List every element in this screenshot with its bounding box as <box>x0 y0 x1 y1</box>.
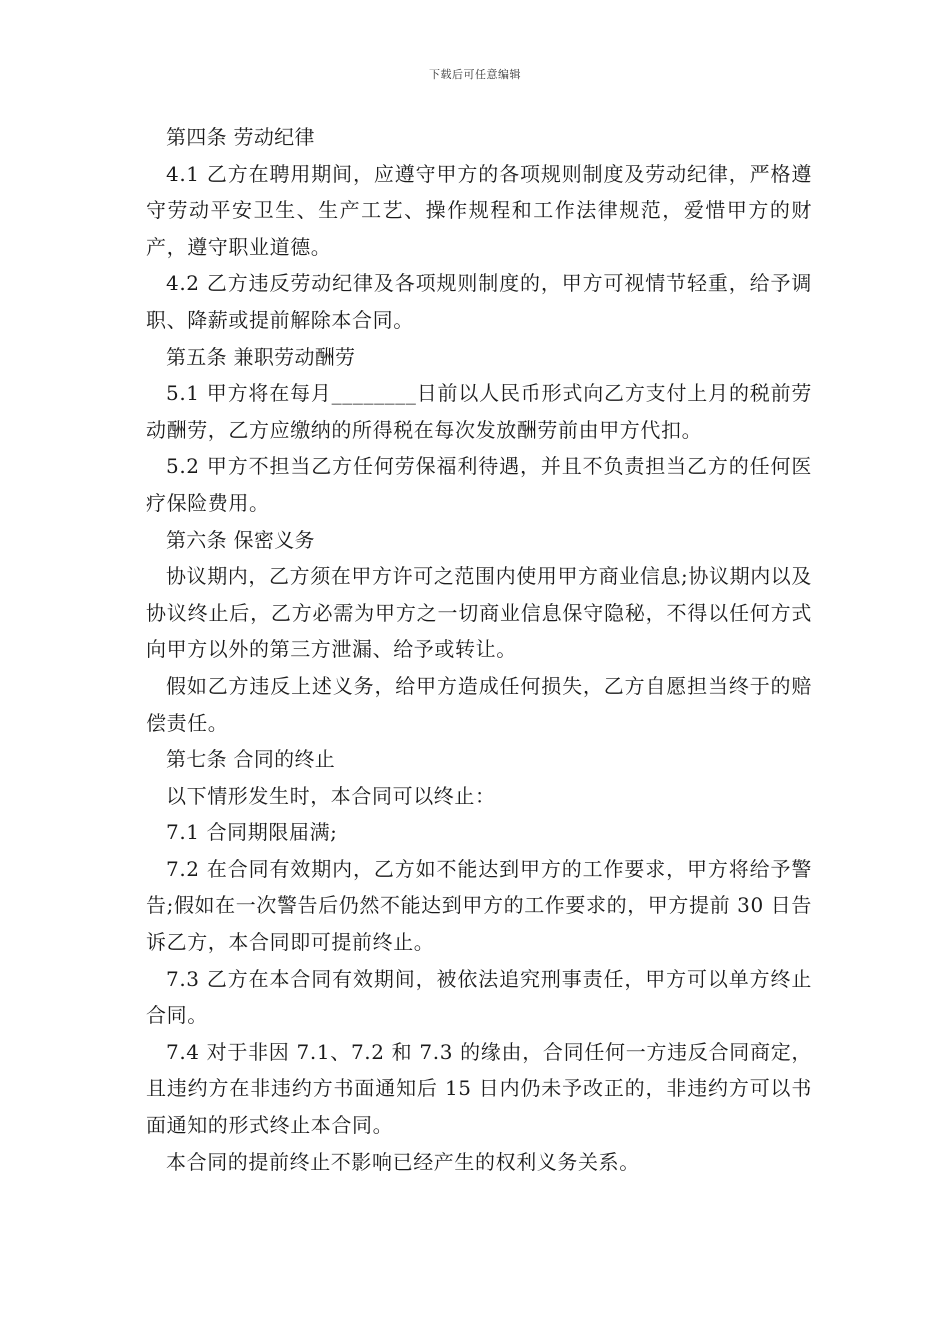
clause-7-4: 7.4 对于非因 7.1、7.2 和 7.3 的缘由，合同任何一方违反合同商定，且违约方在非违约方书面通知后 15 日内仍未予改正的，非违约方可以书面通知的形式终止本合同。 <box>146 1039 812 1138</box>
clause-6-liability: 假如乙方违反上述义务，给甲方造成任何损失，乙方自愿担当终于的赔偿责任。 <box>146 673 812 735</box>
clause-6-confidentiality: 协议期内，乙方须在甲方许可之范围内使用甲方商业信息;协议期内以及协议终止后，乙方必需为甲方之一切商业信息保守隐秘，不得以任何方式向甲方以外的第三方泄漏、给予或转让。 <box>146 564 812 662</box>
clause-7-1: 7.1 合同期限届满; <box>166 820 338 845</box>
clause-7-3: 7.3 乙方在本合同有效期间，被依法追究刑事责任，甲方可以单方终止合同。 <box>146 966 812 1028</box>
article-6-title: 第六条 保密义务 <box>166 527 315 552</box>
document-body <box>146 119 812 1180</box>
clause-7-closing: 本合同的提前终止不影响已经产生的权利义务关系。 <box>166 1149 640 1174</box>
clause-7-2: 7.2 在合同有效期内，乙方如不能达到甲方的工作要求，甲方将给予警告;假如在一次警告后仍然不能达到甲方的工作要求的，甲方提前 30 日告诉乙方，本合同即可提前终止。 <box>146 856 812 955</box>
clause-5-1: 5.1 甲方将在每月________日前以人民币形式向乙方支付上月的税前劳动酬劳，乙方应缴纳的所得税在每次发放酬劳前由甲方代扣。 <box>146 381 812 442</box>
clause-7-intro: 以下情形发生时，本合同可以终止： <box>166 783 496 808</box>
clause-5-2: 5.2 甲方不担当乙方任何劳保福利待遇，并且不负责担当乙方的任何医疗保险费用。 <box>146 454 812 515</box>
clause-4-2: 4.2 乙方违反劳动纪律及各项规则制度的，甲方可视情节轻重，给予调职、降薪或提前解除本合同。 <box>146 271 812 332</box>
article-7-title: 第七条 合同的终止 <box>166 747 336 772</box>
article-5-title: 第五条 兼职劳动酬劳 <box>166 344 356 369</box>
page-header: 下载后可任意编辑 <box>429 68 521 81</box>
article-4-title: 第四条 劳动纪律 <box>166 125 315 149</box>
clause-4-1: 4.1 乙方在聘用期间，应遵守甲方的各项规则制度及劳动纪律，严格遵守劳动平安卫生、生产工艺、操作规程和工作法律规范，爱惜甲方的财产，遵守职业道德。 <box>146 161 812 259</box>
